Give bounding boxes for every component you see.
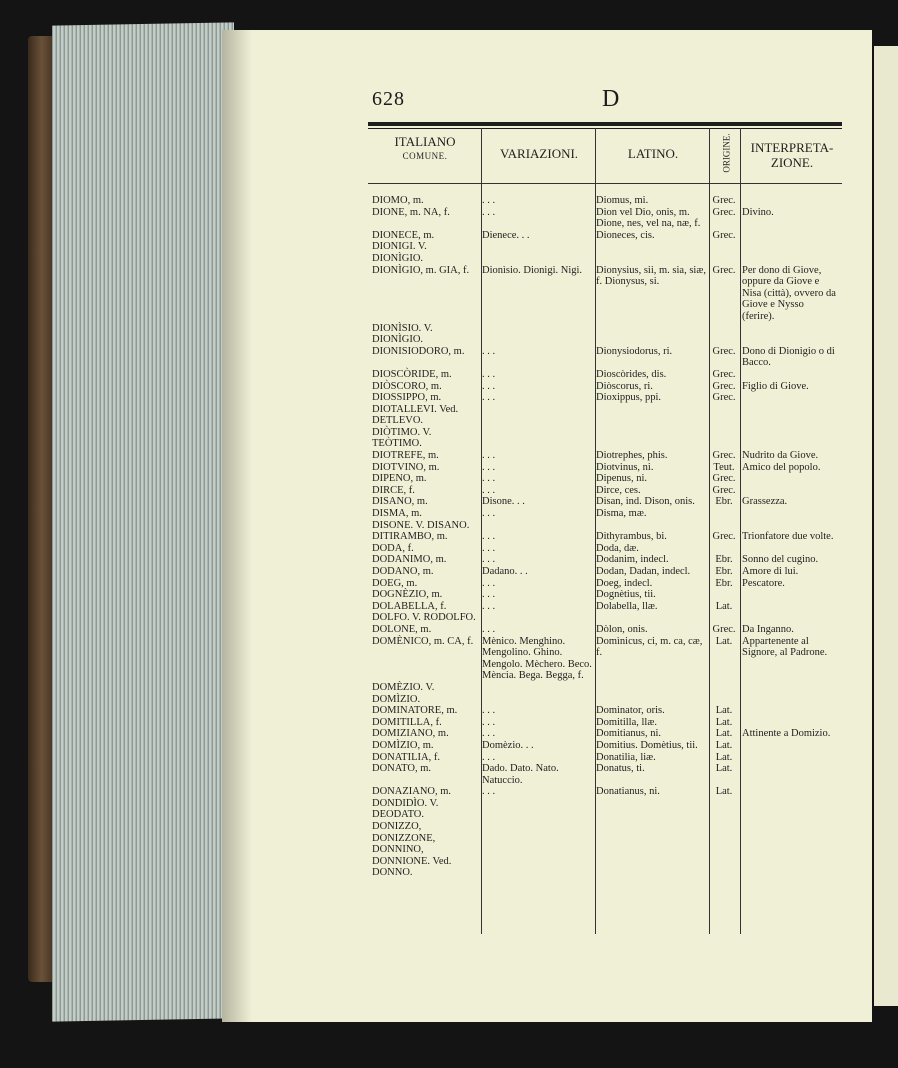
cell-variazioni: Disone. . . (482, 496, 525, 508)
cell-interpretazione (740, 473, 840, 485)
cell-origine (708, 682, 740, 705)
cell-interpretazione (740, 485, 840, 497)
table-row (370, 717, 840, 729)
cell-italiano: DIONÌSIO. V. DIONÌGIO. (372, 322, 433, 346)
cell-variazioni: . . . (482, 484, 496, 496)
cell-interpretazione (740, 786, 840, 798)
cell-variazioni (480, 798, 594, 821)
cell-interpretazione (740, 763, 840, 786)
cell-origine: Ebr. (715, 566, 733, 577)
cell-latino: Dioxippus, ppi. (596, 392, 662, 404)
header-rule-thin (368, 128, 842, 129)
cell-variazioni: . . . (482, 623, 496, 635)
cell-italiano: DOEG, m. (372, 577, 418, 589)
cell-variazioni (480, 427, 594, 450)
cell-latino (594, 427, 708, 450)
cell-italiano: DISMA, m. (372, 508, 422, 520)
cell-origine: Grec. (712, 623, 736, 635)
cell-origine: Lat. (715, 728, 733, 740)
cell-italiano: DIONÌGIO, m. GIA, f. (372, 264, 470, 276)
cell-origine: Grec. (712, 229, 736, 241)
table-row (370, 740, 840, 752)
cell-interpretazione: Sonno del cugino. (742, 554, 819, 566)
table-row (370, 207, 840, 230)
cell-latino (594, 612, 708, 624)
cell-interpretazione (740, 392, 840, 404)
table-row (370, 705, 840, 717)
cell-latino: Dòlon, onis. (596, 623, 648, 635)
table-row (370, 728, 840, 740)
cell-variazioni: . . . (482, 368, 496, 380)
cell-origine: Lat. (715, 635, 733, 647)
cell-interpretazione (740, 404, 840, 427)
table-row (370, 752, 840, 764)
cell-variazioni: . . . (482, 751, 496, 763)
header-rule (368, 122, 842, 126)
cell-origine (708, 404, 740, 427)
cell-latino: Domitius. Domètius, tii. (596, 739, 698, 751)
cell-interpretazione: Dono di Dionigio o di Bacco. (742, 345, 835, 369)
page-gutter-shadow (222, 30, 252, 1022)
cell-latino (594, 682, 708, 705)
table-row (370, 520, 840, 532)
cell-interpretazione: Pescatore. (742, 577, 785, 589)
cell-latino: Dioscòrides, dis. (596, 368, 667, 380)
cell-latino: Domitilla, llæ. (596, 716, 657, 728)
cell-latino: Dion vel Dio, onis, m. Dione, nes, vel na, næ, f. (596, 206, 701, 230)
table-row (370, 230, 840, 242)
cell-italiano: DODA, f. (372, 542, 414, 554)
facing-page-edge (874, 46, 898, 1006)
table-row (370, 508, 840, 520)
table-row (370, 473, 840, 485)
cell-italiano: DIÒSCORO, m. (372, 380, 442, 392)
cell-italiano: DISANO, m. (372, 496, 428, 508)
cell-interpretazione (740, 798, 840, 821)
cell-variazioni: . . . (482, 380, 496, 392)
cell-italiano: DOMÈZIO. V. DOMÌZIO. (372, 681, 435, 705)
table-row (370, 612, 840, 624)
table-row (370, 392, 840, 404)
cell-latino (594, 404, 708, 427)
cell-variazioni (480, 612, 594, 624)
cell-origine: Grec. (712, 392, 736, 404)
page-number: 628 (372, 88, 405, 110)
table-row (370, 346, 840, 369)
cell-interpretazione: Amore di lui. (742, 566, 799, 577)
cell-origine: Grec. (712, 195, 736, 206)
cell-interpretazione (740, 717, 840, 729)
cell-italiano: DISONE. V. DISANO. (372, 519, 470, 531)
cell-origine: Grec. (712, 264, 736, 276)
cell-interpretazione (740, 682, 840, 705)
cell-interpretazione: Divino. (742, 206, 774, 218)
cell-interpretazione: Appartenente al Signore, al Padrone. (742, 635, 828, 659)
cell-latino: Domitianus, ni. (596, 728, 662, 740)
table-row (370, 485, 840, 497)
dictionary-table (370, 195, 840, 879)
cell-variazioni: . . . (482, 705, 496, 717)
cell-italiano: DONAZIANO, m. (372, 786, 452, 798)
cell-interpretazione: Per dono di Giove, oppure da Giove e Nisa (città), ovvero da Giove e Nysso (ferire). (742, 264, 836, 322)
cell-origine: Ebr. (715, 554, 733, 566)
cell-latino: Diotrephes, phis. (596, 450, 668, 462)
cell-origine: Grec. (712, 206, 736, 218)
cell-variazioni: . . . (482, 195, 496, 206)
table-row (370, 369, 840, 381)
cell-variazioni: . . . (482, 345, 496, 357)
table-row (370, 450, 840, 462)
page-edges (52, 22, 234, 1021)
cell-latino: Disan, ind. Dison, onis. (596, 496, 695, 508)
cell-variazioni: Mènico. Menghino. Mengolino. Ghino. Mengolo. Mèchero. Beco. Mència. Bega. Begga, f. (482, 635, 592, 682)
cell-origine: Lat. (715, 751, 733, 763)
cell-italiano: DOLFO. V. RODOLFO. (372, 612, 476, 624)
cell-variazioni: . . . (482, 716, 496, 728)
cell-variazioni: . . . (482, 473, 496, 485)
cell-italiano: DIONIGI. V. DIONÌGIO. (372, 241, 427, 264)
cell-origine: Ebr. (715, 577, 733, 589)
cell-variazioni: Domèzio. . . (482, 739, 534, 751)
cell-italiano: DIPENO, m. (372, 473, 427, 485)
cell-interpretazione (740, 427, 840, 450)
header-bottom-rule (368, 183, 842, 184)
cell-variazioni: Dado. Dato. Nato. Natuccio. (482, 763, 559, 786)
cell-origine (708, 589, 740, 601)
cell-interpretazione (740, 369, 840, 381)
cell-interpretazione: Trionfatore due volte. (742, 531, 834, 543)
cell-origine: Lat. (715, 786, 733, 798)
cell-italiano: DIOTALLEVI. Ved. DETLEVO. (372, 403, 459, 427)
cell-interpretazione: Da Inganno. (742, 623, 794, 635)
cell-interpretazione (740, 601, 840, 613)
cell-variazioni: . . . (482, 206, 496, 218)
cell-origine: Grec. (712, 473, 736, 485)
cell-latino: Dipenus, ni. (596, 473, 648, 485)
cell-latino: Diotvinus, ni. (596, 461, 654, 473)
cell-variazioni: . . . (482, 508, 496, 520)
cell-italiano: DOMITILLA, f. (372, 716, 442, 728)
table-row (370, 578, 840, 590)
cell-italiano: DIRCE, f. (372, 484, 415, 496)
cell-italiano: DOMINATORE, m. (372, 705, 458, 717)
table-row (370, 798, 840, 821)
table-row (370, 786, 840, 798)
cell-latino: Dognètius, tii. (596, 589, 656, 601)
cell-origine: Grec. (712, 531, 736, 543)
cell-variazioni: Dienece. . . (482, 229, 530, 241)
cell-variazioni: . . . (482, 577, 496, 589)
table-row (370, 531, 840, 543)
cell-interpretazione: Amico del popolo. (742, 461, 821, 473)
cell-interpretazione (740, 195, 840, 207)
header-origine: ORIGINE. (721, 133, 732, 173)
cell-origine: Lat. (715, 600, 733, 612)
table-row (370, 624, 840, 636)
cell-italiano: DOMÌZIO, m. (372, 739, 434, 751)
cell-italiano: DONATILIA, f. (372, 751, 440, 763)
cell-interpretazione (740, 705, 840, 717)
cell-variazioni: . . . (482, 450, 496, 462)
cell-latino (594, 798, 708, 821)
cell-italiano: DODANO, m. (372, 566, 434, 577)
cell-variazioni: . . . (482, 589, 496, 601)
cell-interpretazione (740, 543, 840, 555)
cell-latino (594, 520, 708, 532)
header-latino: LATINO. (627, 146, 679, 161)
cell-latino: Dodanim, indecl. (596, 554, 669, 566)
cell-variazioni (480, 241, 594, 264)
table-row (370, 241, 840, 264)
cell-origine: Lat. (715, 763, 733, 775)
cell-origine: Lat. (715, 739, 733, 751)
table-row (370, 682, 840, 705)
cell-italiano: DONATO, m. (372, 763, 432, 775)
cell-variazioni: Dadano. . . (482, 566, 528, 577)
table-row (370, 265, 840, 323)
cell-variazioni: . . . (482, 461, 496, 473)
cell-variazioni (480, 323, 594, 346)
cell-italiano: DOGNÈZIO, m. (372, 589, 443, 601)
table-row (370, 601, 840, 613)
cell-origine (708, 543, 740, 555)
cell-origine (708, 508, 740, 520)
cell-interpretazione: Nudrito da Giove. (742, 450, 819, 462)
cell-italiano: DOMIZIANO, m. (372, 728, 449, 740)
cell-latino: Donatus, ti. (596, 763, 645, 775)
cell-latino: Diòscorus, ri. (596, 380, 653, 392)
cell-latino: Dolabella, llæ. (596, 600, 658, 612)
cell-italiano: DONIZZO, DONIZZONE, DONNINO, DONNIONE. Ved. DONNO. (372, 821, 452, 879)
cell-origine: Grec. (712, 368, 736, 380)
cell-interpretazione (740, 508, 840, 520)
cell-italiano: DIONE, m. NA, f. (372, 206, 450, 218)
cell-interpretazione (740, 752, 840, 764)
cell-origine: Lat. (715, 705, 733, 717)
cell-origine (708, 323, 740, 346)
cell-variazioni: . . . (482, 786, 496, 798)
cell-origine: Lat. (715, 716, 733, 728)
cell-italiano: DIOTREFE, m. (372, 450, 439, 462)
header-variazioni: VARIAZIONI. (499, 146, 579, 161)
cell-variazioni: . . . (482, 531, 496, 543)
cell-italiano: DOLONE, m. (372, 623, 432, 635)
table-row (370, 821, 840, 879)
cell-latino: Donatilia, liæ. (596, 751, 656, 763)
cell-italiano: DIONECE, m. (372, 229, 435, 241)
cell-variazioni: . . . (482, 728, 496, 740)
table-row (370, 589, 840, 601)
cell-italiano: DOLABELLA, f. (372, 600, 447, 612)
cell-variazioni: . . . (482, 392, 496, 404)
table-row (370, 566, 840, 578)
cell-origine (708, 241, 740, 264)
cell-italiano: DIÒTIMO. V. TEÒTIMO. (372, 426, 432, 450)
table-row (370, 381, 840, 393)
cell-variazioni (480, 821, 594, 879)
cell-latino: Doeg, indecl. (596, 577, 653, 589)
cell-interpretazione (740, 740, 840, 752)
header-italiano: ITALIANO COMUNE. (394, 134, 456, 161)
cell-interpretazione (740, 612, 840, 624)
cell-variazioni: . . . (482, 542, 496, 554)
cell-latino: Domìnicus, ci, m. ca, cæ, f. (596, 635, 703, 659)
cell-italiano: DIOTVINO, m. (372, 461, 440, 473)
cell-interpretazione (740, 323, 840, 346)
cell-latino (594, 241, 708, 264)
cell-italiano: DIOSSIPPO, m. (372, 392, 442, 404)
table-row (370, 496, 840, 508)
table-row (370, 427, 840, 450)
cell-origine: Grec. (712, 380, 736, 392)
cell-interpretazione (740, 821, 840, 879)
cell-interpretazione (740, 230, 840, 242)
cell-origine: Teut. (713, 461, 735, 473)
table-row (370, 554, 840, 566)
cell-interpretazione (740, 589, 840, 601)
cell-latino: Diomus, mi. (596, 195, 649, 206)
cell-variazioni (480, 520, 594, 532)
cell-latino: Donatianus, ni. (596, 786, 660, 798)
cell-interpretazione (740, 520, 840, 532)
cell-variazioni (480, 682, 594, 705)
cell-latino: Doda, dæ. (596, 542, 639, 554)
cell-latino: Dithyrambus, bi. (596, 531, 667, 543)
cell-origine: Grec. (712, 345, 736, 357)
table-row (370, 636, 840, 682)
cell-latino (594, 323, 708, 346)
cell-variazioni (480, 404, 594, 427)
cell-interpretazione: Grassezza. (742, 496, 788, 508)
cell-variazioni: Dionìsio. Dionigi. Nigi. (482, 264, 583, 276)
cell-origine (708, 520, 740, 532)
cell-origine: Grec. (712, 484, 736, 496)
cell-origine (708, 427, 740, 450)
cell-latino: Dodan, Dadan, indecl. (596, 566, 691, 577)
table-row (370, 195, 840, 207)
cell-italiano: DIOSCÒRIDE, m. (372, 368, 452, 380)
table-row (370, 404, 840, 427)
cell-latino (594, 821, 708, 879)
cell-latino: Dominator, oris. (596, 705, 665, 717)
cell-interpretazione: Attinente a Domizio. (742, 728, 831, 740)
cell-origine (708, 612, 740, 624)
cell-interpretazione (740, 241, 840, 264)
cell-variazioni: . . . (482, 554, 496, 566)
cell-italiano: DOMÈNICO, m. CA, f. (372, 635, 474, 647)
cell-italiano: DIONISIODORO, m. (372, 345, 465, 357)
table-row (370, 462, 840, 474)
cell-latino: Disma, mæ. (596, 508, 647, 520)
table-row (370, 323, 840, 346)
cell-origine (708, 821, 740, 879)
cell-variazioni: . . . (482, 600, 496, 612)
cell-italiano: DIOMO, m. (372, 195, 424, 206)
table-row (370, 763, 840, 786)
cell-latino: Dionysius, sii, m. sia, siæ, f. Dionysus, si. (596, 264, 706, 288)
header-interpretazione: INTERPRETA-ZIONE. (750, 140, 834, 170)
cell-latino: Dionysiodorus, ri. (596, 345, 673, 357)
cell-italiano: DITIRAMBO, m. (372, 531, 448, 543)
cell-italiano: DONDIDÌO. V. DEODATO. (372, 797, 439, 821)
table-row (370, 543, 840, 555)
section-letter: D (602, 86, 620, 112)
cell-origine: Ebr. (715, 496, 733, 508)
cell-latino: Dioneces, cis. (596, 229, 655, 241)
cell-interpretazione: Figlio di Giove. (742, 380, 809, 392)
cell-italiano: DODANIMO, m. (372, 554, 447, 566)
cell-latino: Dirce, ces. (596, 484, 641, 496)
cell-origine: Grec. (712, 450, 736, 462)
cell-origine (708, 798, 740, 821)
